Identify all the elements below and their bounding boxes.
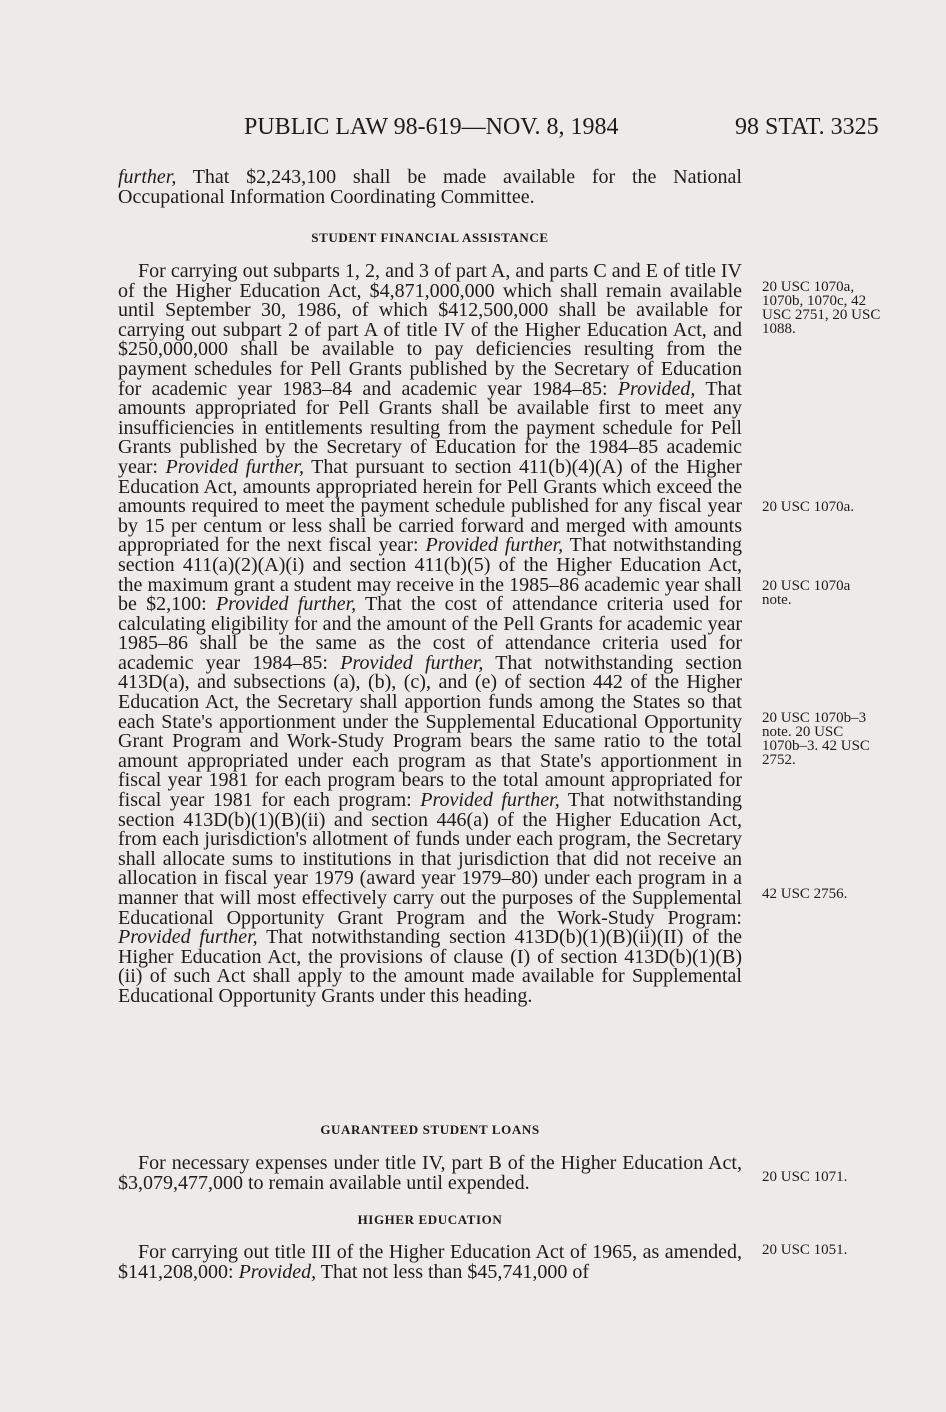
margin-note-citation: 42 USC 2756. bbox=[762, 886, 848, 902]
margin-note-citation: 20 USC 1070a, 1070b, 1070c, 42 USC 2751, 20 USC 1088. bbox=[762, 279, 881, 337]
margin-note-citation: 20 USC 1070a note. bbox=[762, 578, 851, 608]
proviso-italic: Provided, bbox=[238, 1260, 317, 1283]
proviso-italic: Provided further, bbox=[118, 926, 258, 949]
paragraph-higher-education: For carrying out title III of the Higher Education Act of 1965, as amended, $141,208,000: Provided, That not less than $45,741,000 of bbox=[118, 1241, 742, 1283]
proviso-italic: Provided further, bbox=[215, 593, 357, 616]
paragraph-nocc bbox=[118, 168, 742, 207]
running-header-title: PUBLIC LAW 98-619—NOV. 8, 1984 bbox=[244, 114, 619, 140]
section-heading-guaranteed-student-loans: GUARANTEED STUDENT LOANS bbox=[320, 1122, 540, 1137]
proviso-italic: further, bbox=[118, 166, 177, 188]
proviso-italic: Provided, bbox=[617, 377, 696, 400]
running-header-page-number: 98 STAT. 3325 bbox=[735, 114, 879, 140]
proviso-italic: Provided further, bbox=[420, 789, 560, 812]
margin-note-citation: 20 USC 1071. bbox=[762, 1169, 848, 1185]
paragraph-student-financial-assistance: For carrying out subparts 1, 2, and 3 of part A, and parts C and E of title IV of the Higher Education Act, $4,871,000,000 which shall remain available until September 30, 1986, of which $412,500,000 shall be available for carrying out subpart 2 of part A of title IV of the Higher Education Act, and $250,000,000 shall be available to pay deficiencies resulting from the payment schedules for Pell Grants published by the Secretary of Education for academic year 1983–84 and academic year 1984–85: Provided, That amounts appropriated for Pell Grants shall be available first to meet any insufficiencies in entitlements resulting from the payment schedule for Pell Grants published by the Secretary of Education for the 1984–85 academic year: Provided further, That pursuant to section 411(b)(4)(A) of the Higher Education Act, amounts appropriated herein for Pell Grants which exceed the amounts required to meet the payment schedule published for any fiscal year by 15 per centum or less shall be carried forward and merged with amounts appropriated for the next fiscal year: Provided further, That notwithstanding section 411(a)(2)(A)(i) and section 411(b)(5) of the Higher Education Act, the maximum grant a student may receive in the 1985–86 academic year shall be $2,100: Provided further, That the cost of attendance criteria used for calculating eligibility for and the amount of the Pell Grants for academic year 1985–86 shall be the same as the cost of attendance criteria used for academic year 1984–85: Provided further, That notwithstanding section 413D(a), and subsections (a), (b), (c), and (e) of section 442 of the Higher Education Act, the Secretary shall apportion funds among the States so that each State's apportionment under the Supplemental Educational Opportunity Grant Program and Work-Study Program bears the same ratio to the total amount appropriated under each program as that State's apportionment in fiscal year 1981 for each program bears to the total amount appropriated for fiscal year 1981 for each program: Provided further, That notwithstanding section 413D(b)(1)(B)(ii) and section 446(a) of the Higher Education Act, from each jurisdiction's allotment of funds under each program, the Secretary shall allocate sums to institutions in that jurisdiction that did not receive an allocation in fiscal year 1979 (award year 1979–80) under each program in a manner that will most effectively carry out the purposes of the Supplemental Educational Opportunity Grant Program and the Work-Study Program: Provided further, That notwithstanding section 413D(b)(1)(B)(ii)(II) of the Higher Education Act, the provisions of clause (I) of section 413D(b)(1)(B)(ii) of such Act shall apply to the amount made available for Supplemental Educational Opportunity Grants under this heading. bbox=[118, 260, 742, 1007]
proviso-italic: Provided further, bbox=[340, 651, 484, 674]
section-heading-student-financial-assistance: STUDENT FINANCIAL ASSISTANCE bbox=[311, 230, 549, 245]
margin-note-citation: 20 USC 1070a. bbox=[762, 499, 855, 515]
paragraph-text: That $2,243,100 shall be made available for the National Occupational Information Coordinating Committee. bbox=[118, 166, 742, 208]
margin-note-citation: 20 USC 1051. bbox=[762, 1242, 848, 1258]
proviso-italic: Provided further, bbox=[165, 455, 304, 478]
margin-note-citation: 20 USC 1070b–3 note. 20 USC 1070b–3. 42 USC 2752. bbox=[762, 710, 870, 768]
paragraph-guaranteed-student-loans: For necessary expenses under title IV, part B of the Higher Education Act, $3,079,477,000 to remain available until expended. bbox=[118, 1152, 742, 1194]
proviso-italic: Provided further, bbox=[425, 534, 564, 557]
section-heading-higher-education: HIGHER EDUCATION bbox=[357, 1212, 503, 1227]
